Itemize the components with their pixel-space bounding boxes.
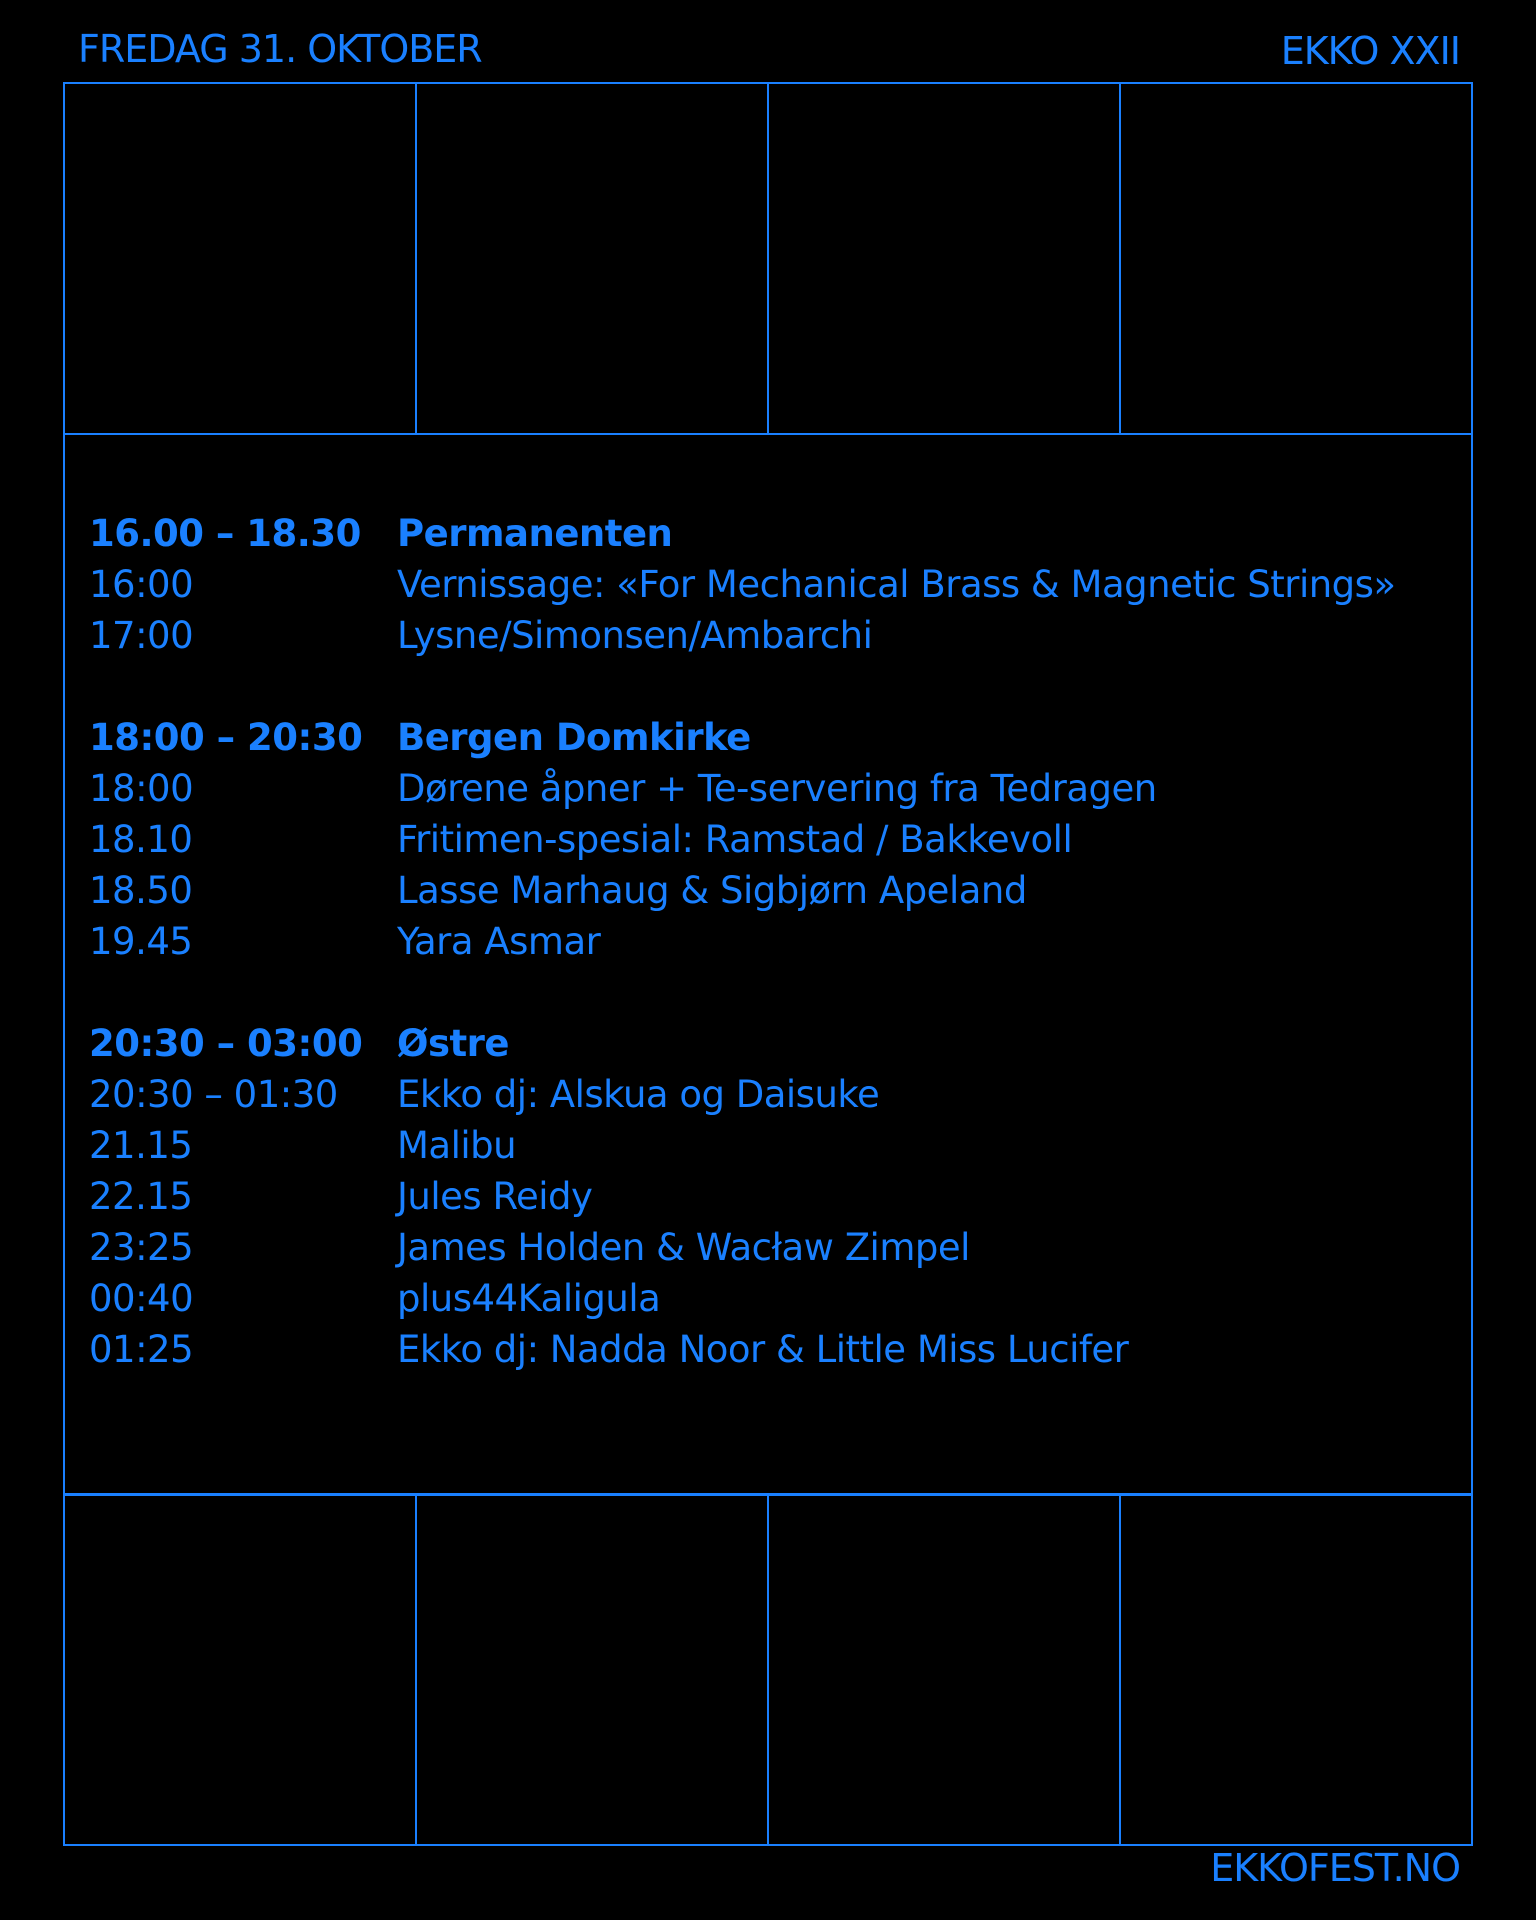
schedule-block-domkirke (89, 712, 1469, 967)
grid-cell (1121, 84, 1471, 433)
event-title: Dørene åpner + Te-servering fra Tedragen (397, 767, 1157, 810)
grid-cell (1121, 1496, 1471, 1844)
event-time: 16:00 (89, 563, 194, 606)
venue-name: Østre (397, 1022, 510, 1065)
event-time: 21.15 (89, 1124, 193, 1167)
venue-name: Permanenten (397, 512, 673, 555)
event-row (89, 1171, 1469, 1222)
event-title: James Holden & Wacław Zimpel (397, 1226, 970, 1269)
event-row (89, 814, 1469, 865)
event-title: Fritimen-spesial: Ramstad / Bakkevoll (397, 818, 1073, 861)
block-header (89, 1018, 1469, 1069)
event-title: Malibu (397, 1124, 517, 1167)
grid-cell (417, 84, 769, 433)
event-time: 18:00 (89, 767, 194, 810)
grid-cell (769, 1496, 1121, 1844)
event-time: 23:25 (89, 1226, 194, 1269)
event-row (89, 865, 1469, 916)
date-heading: FREDAG 31. OKTOBER (78, 27, 482, 71)
event-title: Yara Asmar (397, 920, 601, 963)
schedule (89, 508, 1469, 1426)
event-row (89, 1222, 1469, 1273)
event-row (89, 610, 1469, 661)
event-row (89, 1069, 1469, 1120)
block-header (89, 508, 1469, 559)
event-row (89, 1120, 1469, 1171)
schedule-block-permanenten (89, 508, 1469, 661)
event-title: Lysne/Simonsen/Ambarchi (397, 614, 873, 657)
event-time: 00:40 (89, 1277, 194, 1320)
block-time: 18:00 – 20:30 (89, 716, 363, 759)
event-time: 18.10 (89, 818, 193, 861)
grid-cell (769, 84, 1121, 433)
schedule-block-ostre (89, 1018, 1469, 1375)
event-time: 18.50 (89, 869, 193, 912)
venue-name: Bergen Domkirke (397, 716, 751, 759)
grid-cell (65, 1496, 417, 1844)
event-title: Ekko dj: Alskua og Daisuke (397, 1073, 880, 1116)
event-row (89, 763, 1469, 814)
event-row (89, 1324, 1469, 1375)
grid-cell (417, 1496, 769, 1844)
website-link[interactable]: EKKOFEST.NO (1210, 1846, 1460, 1890)
event-time: 01:25 (89, 1328, 194, 1371)
top-grid (65, 84, 1471, 435)
block-header (89, 712, 1469, 763)
block-time: 20:30 – 03:00 (89, 1022, 363, 1065)
event-title: Vernissage: «For Mechanical Brass & Magnetic Strings» (397, 563, 1396, 606)
event-time: 19.45 (89, 920, 193, 963)
event-row (89, 916, 1469, 967)
event-row (89, 559, 1469, 610)
festival-edition: EKKO XXII (1280, 29, 1460, 73)
bottom-grid (65, 1493, 1471, 1844)
event-title: Lasse Marhaug & Sigbjørn Apeland (397, 869, 1027, 912)
event-time: 20:30 – 01:30 (89, 1073, 338, 1116)
event-time: 22.15 (89, 1175, 193, 1218)
grid-cell (65, 84, 417, 433)
event-row (89, 1273, 1469, 1324)
block-time: 16.00 – 18.30 (89, 512, 361, 555)
event-title: Jules Reidy (397, 1175, 593, 1218)
event-title: Ekko dj: Nadda Noor & Little Miss Lucifer (397, 1328, 1129, 1371)
event-time: 17:00 (89, 614, 194, 657)
event-title: plus44Kaligula (397, 1277, 661, 1320)
